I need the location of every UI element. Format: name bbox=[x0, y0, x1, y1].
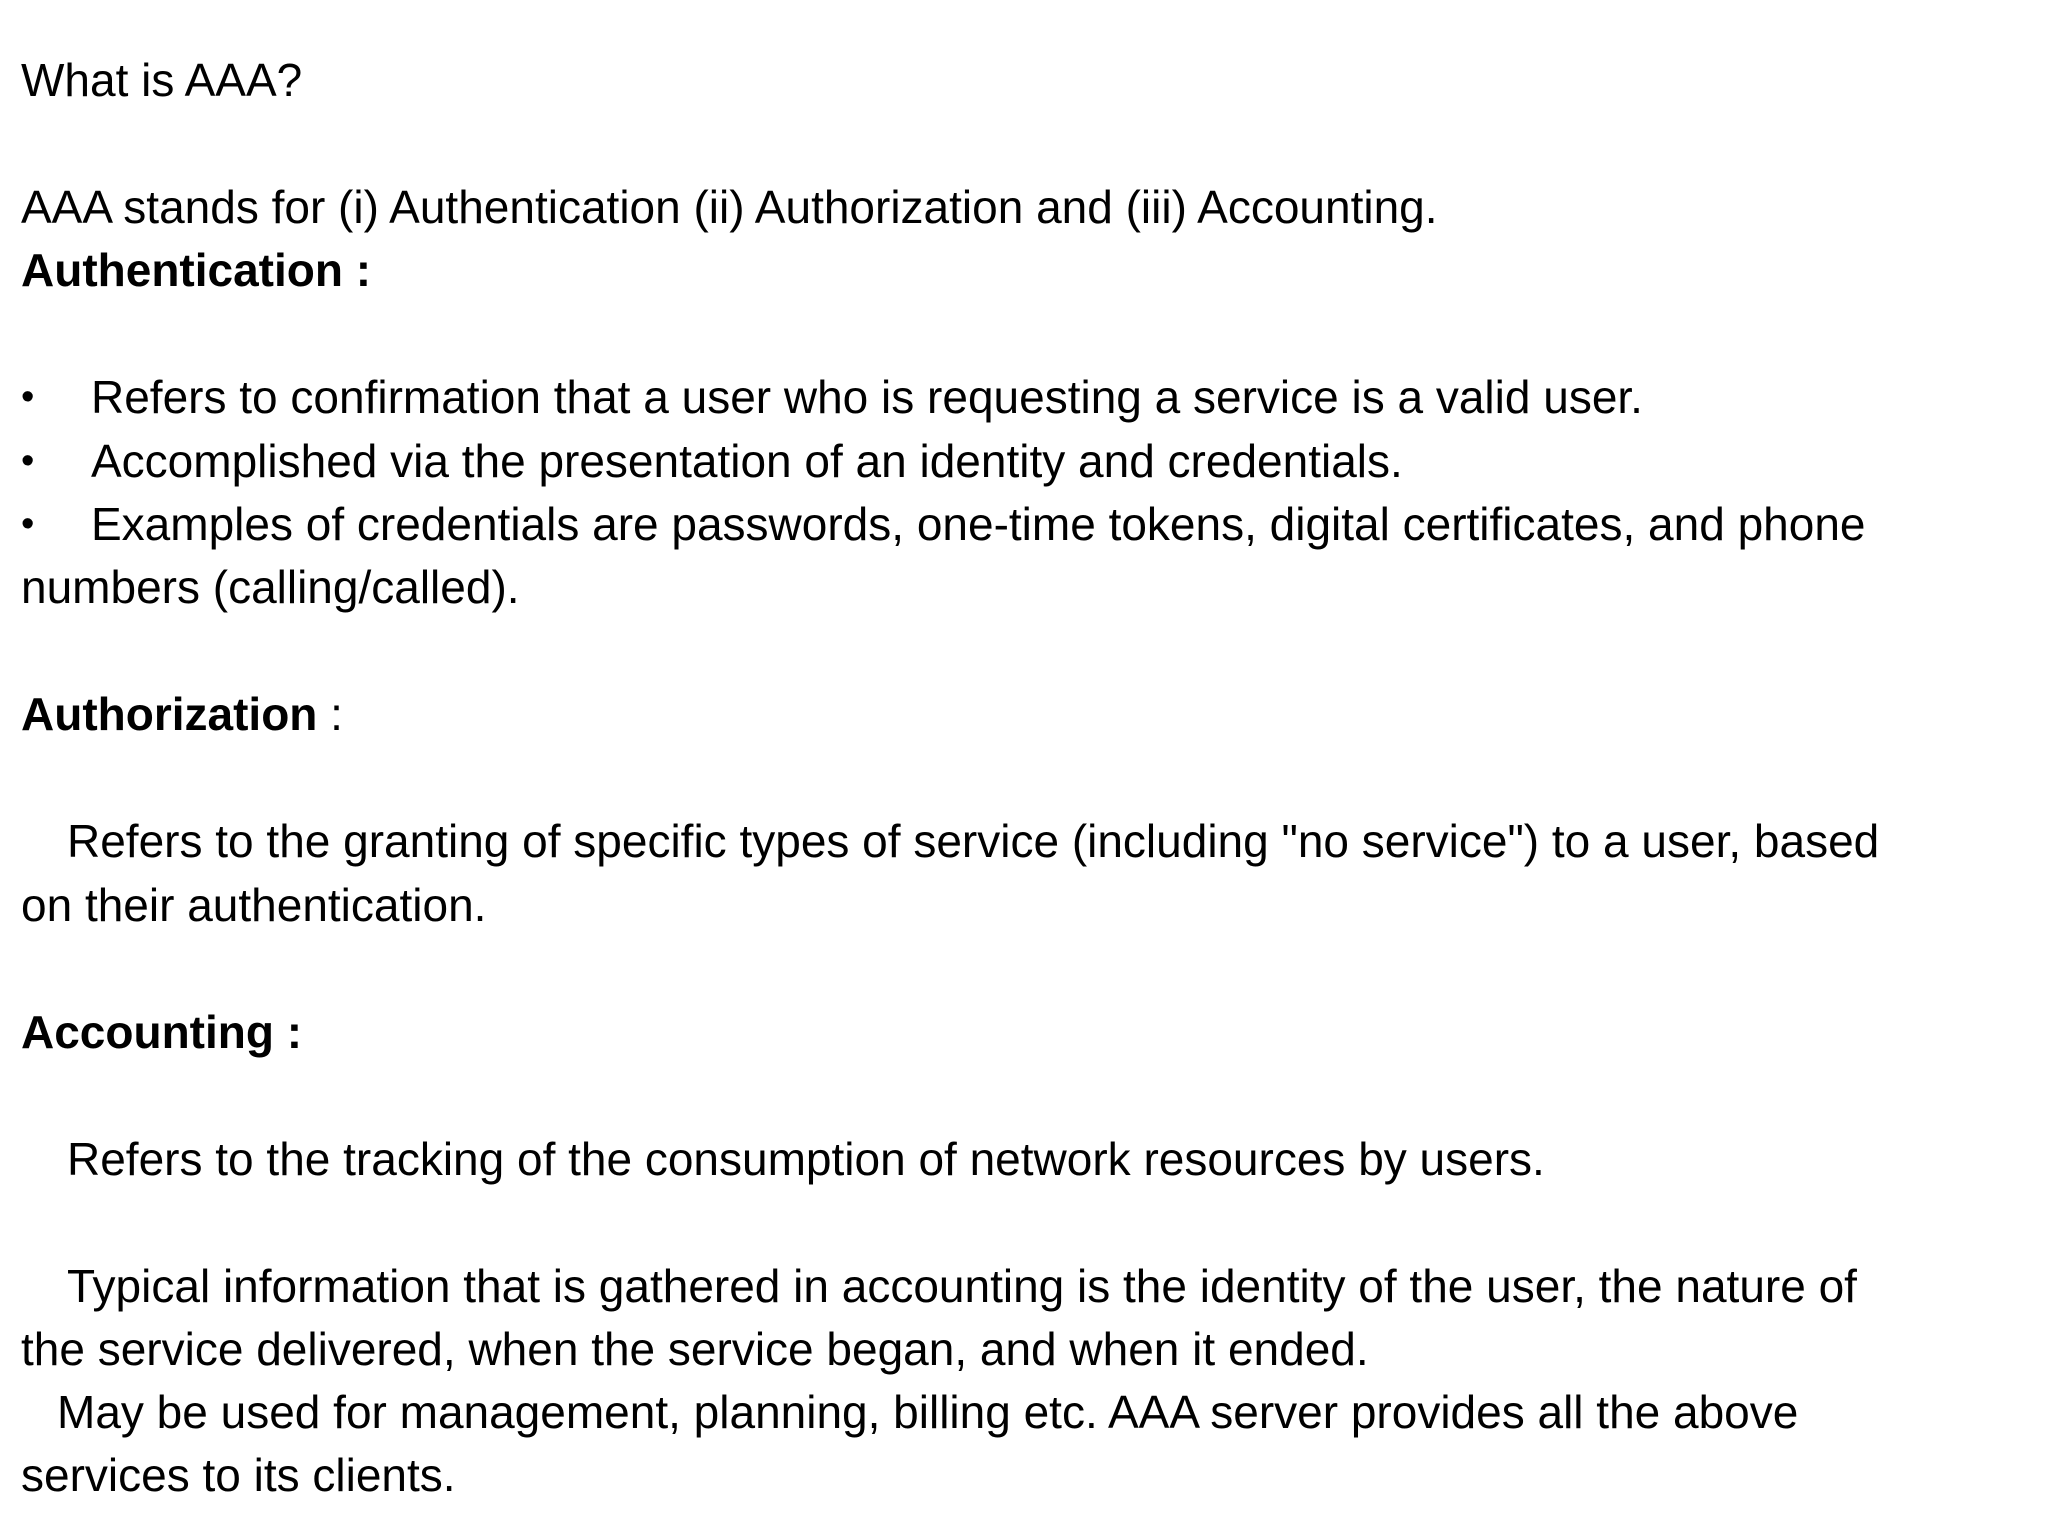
authentication-bullet-3-continued: numbers (calling/called). bbox=[21, 561, 520, 613]
accounting-para-2-line-2: the service delivered, when the service began, and when it ended. bbox=[21, 1323, 1369, 1375]
authentication-bullet-1 bbox=[21, 365, 1643, 429]
accounting-heading: Accounting : bbox=[21, 1006, 303, 1058]
authorization-heading: Authorization bbox=[21, 688, 318, 740]
authorization-text-line-2: on their authentication. bbox=[21, 879, 487, 931]
accounting-para-2-line-1: Typical information that is gathered in accounting is the identity of the user, the nature of bbox=[67, 1260, 1857, 1312]
bullet-text: Refers to confirmation that a user who is requesting a service is a valid user. bbox=[91, 371, 1643, 423]
intro-text: AAA stands for (i) Authentication (ii) Authorization and (iii) Accounting. bbox=[21, 181, 1438, 233]
bullet-icon: • bbox=[21, 503, 35, 545]
doc-title: What is AAA? bbox=[21, 54, 303, 106]
authentication-bullet-2 bbox=[21, 429, 1403, 493]
bullet-icon: • bbox=[21, 440, 35, 482]
bullet-icon: • bbox=[21, 376, 35, 418]
bullet-text: Examples of credentials are passwords, one-time tokens, digital certificates, and phone bbox=[91, 498, 1866, 550]
accounting-para-3-line-1: May be used for management, planning, billing etc. AAA server provides all the above bbox=[57, 1386, 1799, 1438]
authorization-text-line-1: Refers to the granting of specific types of service (including "no service") to a user, based bbox=[67, 815, 1880, 867]
accounting-para-1: Refers to the tracking of the consumption of network resources by users. bbox=[67, 1133, 1545, 1185]
authorization-heading-line bbox=[21, 682, 343, 746]
authentication-bullet-3 bbox=[21, 492, 1865, 556]
bullet-text: Accomplished via the presentation of an identity and credentials. bbox=[91, 435, 1403, 487]
authentication-heading: Authentication : bbox=[21, 244, 372, 296]
accounting-para-3-line-2: services to its clients. bbox=[21, 1449, 456, 1501]
authorization-colon: : bbox=[317, 688, 343, 740]
